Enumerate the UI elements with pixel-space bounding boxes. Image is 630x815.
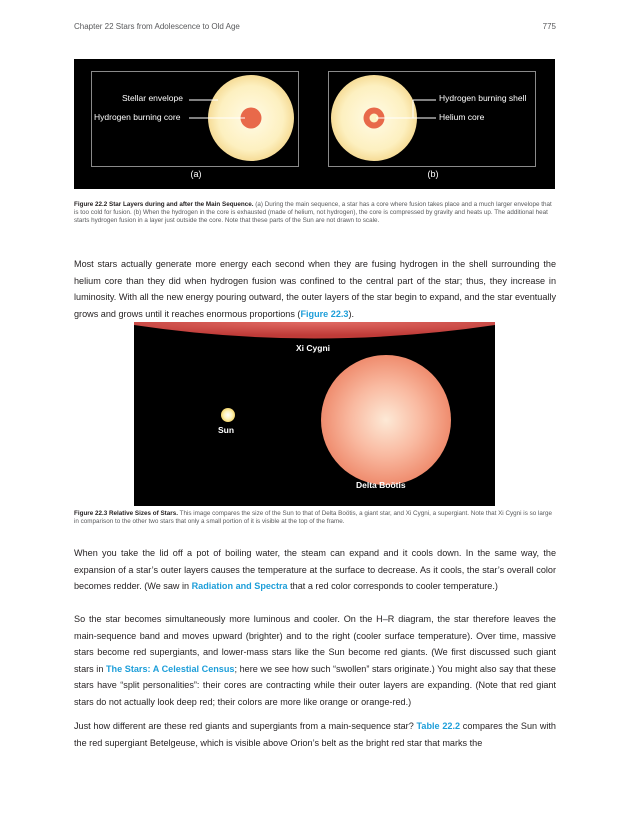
figure-22-2 bbox=[74, 59, 555, 189]
caption-title: Figure 22.2 Star Layers during and after the Main Sequence. bbox=[74, 201, 254, 208]
delta-bootis-label: Delta Boötis bbox=[356, 480, 406, 490]
paragraph-text: Just how different are these red giants and supergiants from a main-sequence star? bbox=[74, 721, 417, 731]
paragraph-2 bbox=[74, 545, 556, 595]
stellar-envelope-label: Stellar envelope bbox=[122, 93, 183, 103]
xi-cygni-label: Xi Cygni bbox=[296, 343, 331, 353]
panel-a-label: (a) bbox=[190, 169, 202, 179]
figure-22-3-caption bbox=[74, 510, 556, 526]
paragraph-text: Most stars actually generate more energy each second when they are fusing hydrogen in the shell surrounding the helium core than they did when hydrogen fusion was confined to the central part of the star; thus, they increase in luminosity. With all the new energy pouring outward, the outer layers of the star begin to expand, and the star eventually grows and grows until it reaches enormous proportions ( bbox=[74, 259, 556, 319]
panel-b-label: (b) bbox=[427, 169, 439, 179]
paragraph-text-end: compares the Sun with the red supergiant Betelgeuse, which is visible above Orion’s belt as the bright red star that marks the bbox=[74, 721, 556, 748]
figure-22-3-link[interactable]: Figure 22.3 bbox=[300, 308, 349, 319]
paragraph-text: When you take the lid off a pot of boiling water, the steam can expand and it cools down. In the same way, the expansion of a star’s outer layers causes the temperature at the surface to decrease. As it cools, the star’s overall color becomes redder. (We saw in bbox=[74, 548, 556, 591]
delta-bootis-shape bbox=[321, 355, 451, 485]
sun-shape bbox=[221, 408, 235, 422]
caption-text: (a) During the main sequence, a star has a core where fusion takes place and a much larger envelope that is too cold for fusion. (b) When the hydrogen in the core is exhausted (made of helium, not hydrogen), the core is compressed by gravity and heats up. The additional heat starts hydrogen fusion in a layer just outside the core. Note that these parts of the Sun are not drawn to scale. bbox=[74, 201, 552, 224]
radiation-and-spectra-link[interactable]: Radiation and Spectra bbox=[191, 581, 288, 591]
paragraph-4 bbox=[74, 718, 556, 751]
panel-b-frame bbox=[328, 71, 536, 167]
panel-b-diagram bbox=[329, 72, 535, 166]
sun-label: Sun bbox=[218, 425, 235, 435]
caption-title: Figure 22.3 Relative Sizes of Stars. bbox=[74, 510, 178, 517]
hydrogen-burning-shell-label: Hydrogen burning shell bbox=[439, 93, 527, 103]
paragraph-1 bbox=[74, 256, 556, 322]
panel-a-frame bbox=[91, 71, 299, 167]
table-22-2-link[interactable]: Table 22.2 bbox=[416, 721, 461, 731]
caption-text: This image compares the size of the Sun to that of Delta Boötis, a giant star, and Xi Cygni, a supergiant. Note that Xi Cygni is so large in comparison to the other two stars that only a small portion of it is visible at the top of the frame. bbox=[74, 510, 553, 525]
xi-cygni-shape bbox=[134, 322, 495, 339]
stars-celestial-census-link[interactable]: The Stars: A Celestial Census bbox=[105, 663, 235, 674]
paragraph-text-end: ; here we see how such “swollen” stars originate.) You might also say that these stars have “split personalities”: their cores are contracting while their outer layers are expanding. (Note that red giant stars do not actually look deep red; their colors are more like orange or orange-red.) bbox=[74, 663, 556, 707]
helium-core-label: Helium core bbox=[439, 112, 485, 122]
figure-22-3 bbox=[134, 322, 495, 506]
paragraph-text: So the star becomes simultaneously more luminous and cooler. On the H–R diagram, the star therefore leaves the main-sequence band and moves upward (brighter) and to the right (cooler surface temperature). Over time, massive stars become red supergiants, and lower-mass stars like the Sun become red giants. (We first discussed such giant stars in bbox=[74, 614, 556, 674]
figure-22-2-caption bbox=[74, 201, 556, 225]
paragraph-end: ). bbox=[348, 308, 355, 319]
hydrogen-burning-core-label: Hydrogen burning core bbox=[94, 112, 181, 122]
running-header bbox=[74, 22, 556, 36]
chapter-title: Chapter 22 Stars from Adolescence to Old Age bbox=[74, 22, 240, 31]
paragraph-text-end: that a red color corresponds to cooler temperature.) bbox=[287, 581, 498, 591]
paragraph-3 bbox=[74, 611, 556, 710]
page-number: 775 bbox=[542, 22, 556, 31]
